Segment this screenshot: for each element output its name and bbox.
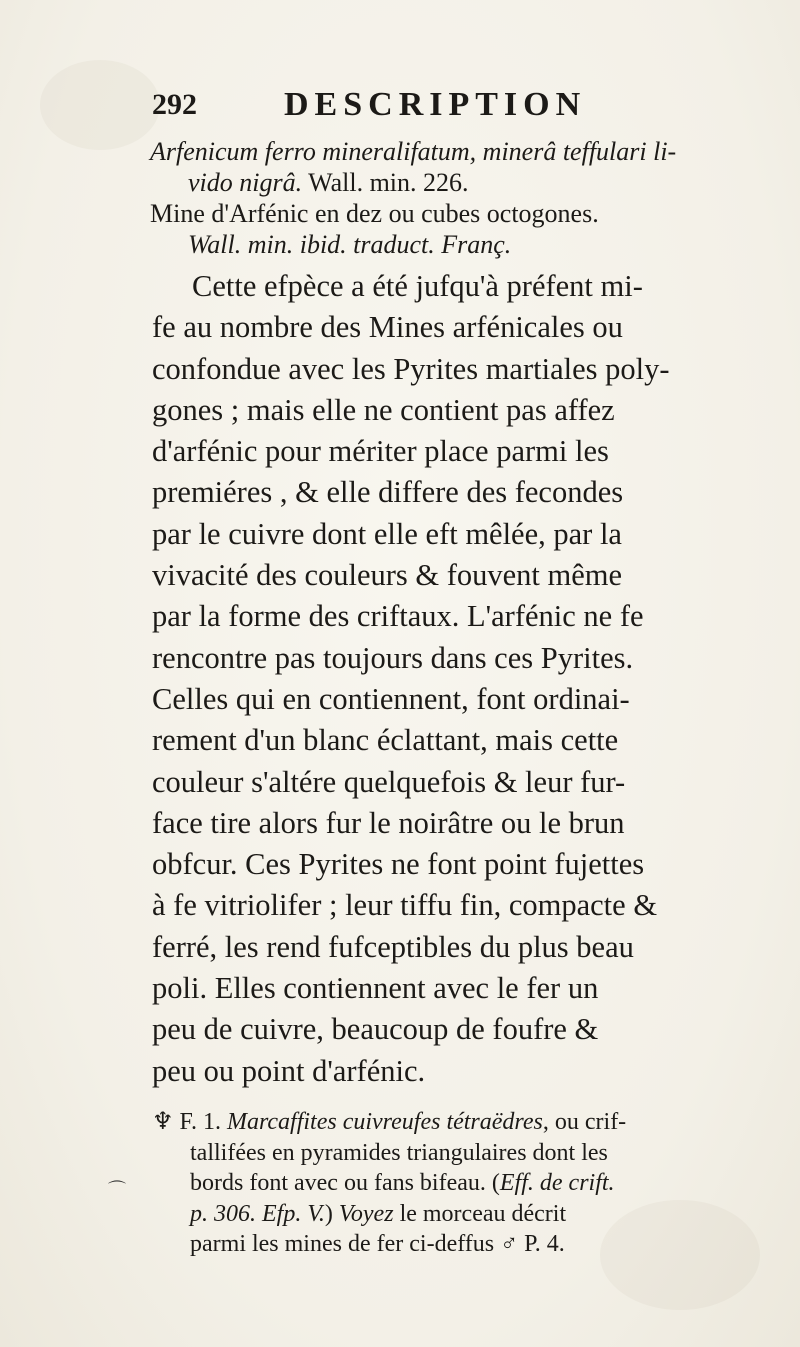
body-line: d'arfénic pour mériter place parmi les [152,434,609,469]
note-line-4-italic-2: Voyez [338,1200,394,1227]
body-line: à fe vitriolifer ; leur tiffu fin, compacte & [152,888,658,923]
note-line-3 [152,1168,772,1199]
body-line: peu ou point d'arfénic. [152,1053,426,1088]
note-line-1-suffix: , ou crif- [542,1109,627,1135]
body-line: couleur s'altére quelquefois & leur fur- [152,764,626,799]
page-number: 292 [152,88,197,121]
note-line-4-suffix: le morceau décrit [393,1200,567,1227]
body-line: face tire alors fur le noirâtre ou le brun [152,805,625,840]
note-line-4-mid: ) [324,1200,339,1227]
heading-line-2-roman: Wall. min. 226. [302,168,469,197]
page-header [152,88,752,128]
note-line-2: tallifées en pyramides triangulaires dont les [190,1139,608,1166]
body-line: rencontre pas toujours dans ces Pyrites. [152,640,634,675]
specimen-heading [150,136,770,260]
note-line-1 [152,1107,772,1138]
jupiter-symbol-icon: ♆ [152,1109,174,1135]
body-line: ferré, les rend fufceptibles du plus beau [152,929,634,964]
paper-stain [40,60,160,150]
running-title: DESCRIPTION [284,86,587,123]
heading-line-2-italic: vido nigrâ. [188,168,303,197]
heading-line-1: Arfenicum ferro mineralifatum, minerâ teffulari li- [150,137,677,166]
body-line: gones ; mais elle ne contient pas affez [152,392,615,427]
body-line: rement d'un blanc éclattant, mais cette [152,723,619,758]
body-line: premiéres , & elle differe des fecondes [152,475,624,510]
body-line: Cette efpèce a été jufqu'à préfent mi- [192,269,643,303]
note-line-4 [152,1199,772,1230]
note-line-1-prefix: F. 1. [173,1109,227,1135]
margin-mark: ⌒ [108,1180,126,1201]
note-line-5: parmi les mines de fer ci-deffus ♂ P. 4. [190,1231,565,1257]
body-paragraph [152,266,762,1092]
specimen-note [152,1107,772,1260]
body-line: obfcur. Ces Pyrites ne font point fujettes [152,847,645,882]
heading-line-4: Wall. min. ibid. traduct. Franç. [188,230,512,259]
body-line: fe au nombre des Mines arfénicales ou [152,310,623,345]
note-line-1-italic: Marcaffites cuivreufes tétraëdres [226,1109,543,1135]
body-line: poli. Elles contiennent avec le fer un [152,971,599,1006]
note-line-4-italic: p. 306. Efp. V. [190,1200,325,1227]
body-line: peu de cuivre, beaucoup de foufre & [152,1012,599,1047]
body-line: Celles qui en contiennent, font ordinai- [152,681,630,716]
heading-line-2 [150,167,770,198]
body-line: vivacité des couleurs & fouvent même [152,558,623,593]
body-line: par le cuivre dont elle eft mêlée, par la [152,516,622,551]
note-line-3-prefix: bords font avec ou fans bifeau. ( [190,1170,500,1196]
body-line: confondue avec les Pyrites martiales poly- [152,351,670,386]
heading-line-3: Mine d'Arfénic en dez ou cubes octogones. [150,199,599,228]
body-line: par la forme des criftaux. L'arfénic ne fe [152,599,644,634]
note-line-3-italic: Eff. de crift. [499,1170,615,1196]
